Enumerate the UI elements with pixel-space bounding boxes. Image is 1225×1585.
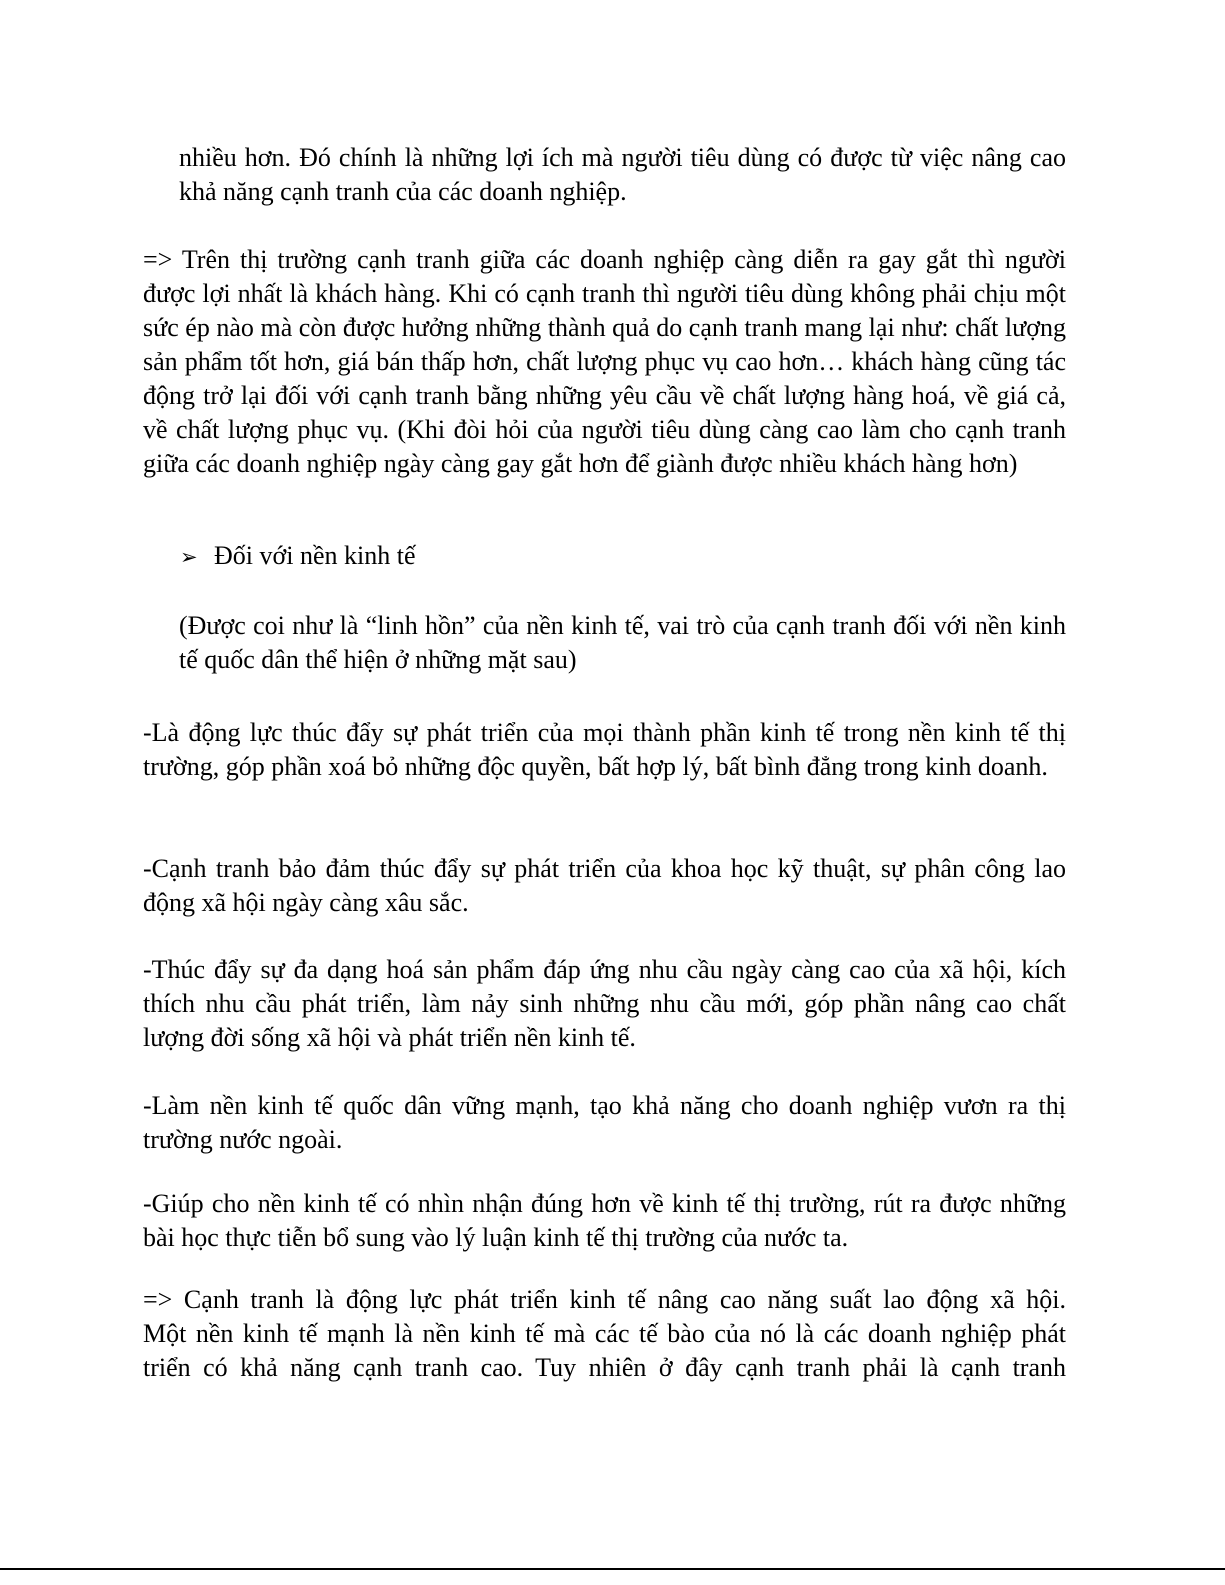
paragraph-strong-economy: -Làm nền kinh tế quốc dân vững mạnh, tạo khả năng cho doanh nghiệp vươn ra thị trường nước ngoài. (143, 1091, 1066, 1154)
paragraph-consumer-benefit: nhiều hơn. Đó chính là những lợi ích mà người tiêu dùng có được từ việc nâng cao khả năng cạnh tranh của các doanh nghiệp. (179, 143, 1066, 206)
page-bottom-rule (0, 1568, 1225, 1570)
bullet-heading (180, 539, 416, 574)
paragraph-economy-intro: (Được coi như là “linh hồn” của nền kinh tế, vai trò của cạnh tranh đối với nền kinh tế quốc dân thể hiện ở những mặt sau) (179, 611, 1066, 674)
final-conclusion-line-1: => Cạnh tranh là động lực phát triển kinh tế nâng cao năng suất lao động xã hội. (143, 1285, 1066, 1314)
paragraph-product-diversity: -Thúc đẩy sự đa dạng hoá sản phẩm đáp ứng nhu cầu ngày càng cao của xã hội, kích thích nhu cầu phát triển, làm nảy sinh những nhu cầu mới, góp phần nâng cao chất lượng đời sống xã hội và phát triển nền kinh tế. (143, 955, 1066, 1052)
paragraph-conclusion-customers: => Trên thị trường cạnh tranh giữa các doanh nghiệp càng diễn ra gay gắt thì người được lợi nhất là khách hàng. Khi có cạnh tranh thì người tiêu dùng không phải chịu một sức ép nào mà còn được hưởng những thành quả do cạnh tranh mang lại như: chất lượng sản phẩm tốt hơn, giá bán thấp hơn, chất lượng phục vụ cao hơn… khách hàng cũng tác động trở lại đối với cạnh tranh bằng những yêu cầu về chất lượng hàng hoá, về giá cả, về chất lượng phục vụ. (Khi đòi hỏi của người tiêu dùng càng cao làm cho cạnh tranh giữa các doanh nghiệp ngày càng gay gắt hơn để giành được nhiều khách hàng hơn) (143, 245, 1066, 478)
final-conclusion-line-3: triển có khả năng cạnh tranh cao. Tuy nhiên ở đây cạnh tranh phải là cạnh tranh (143, 1353, 1066, 1382)
paragraph-lessons: -Giúp cho nền kinh tế có nhìn nhận đúng hơn về kinh tế thị trường, rút ra được những bài học thực tiễn bổ sung vào lý luận kinh tế thị trường của nước ta. (143, 1189, 1066, 1252)
final-conclusion-line-2: Một nền kinh tế mạnh là nền kinh tế mà các tế bào của nó là các doanh nghiệp phát (143, 1319, 1066, 1348)
paragraph-science-technology: -Cạnh tranh bảo đảm thúc đẩy sự phát triển của khoa học kỹ thuật, sự phân công lao động xã hội ngày càng xâu sắc. (143, 854, 1066, 917)
bullet-heading-text: Đối với nền kinh tế (214, 541, 416, 570)
arrow-bullet-icon: ➢ (180, 545, 198, 569)
paragraph-driving-force: -Là động lực thúc đẩy sự phát triển của mọi thành phần kinh tế trong nền kinh tế thị trường, góp phần xoá bỏ những độc quyền, bất hợp lý, bất bình đẳng trong kinh doanh. (143, 718, 1066, 781)
